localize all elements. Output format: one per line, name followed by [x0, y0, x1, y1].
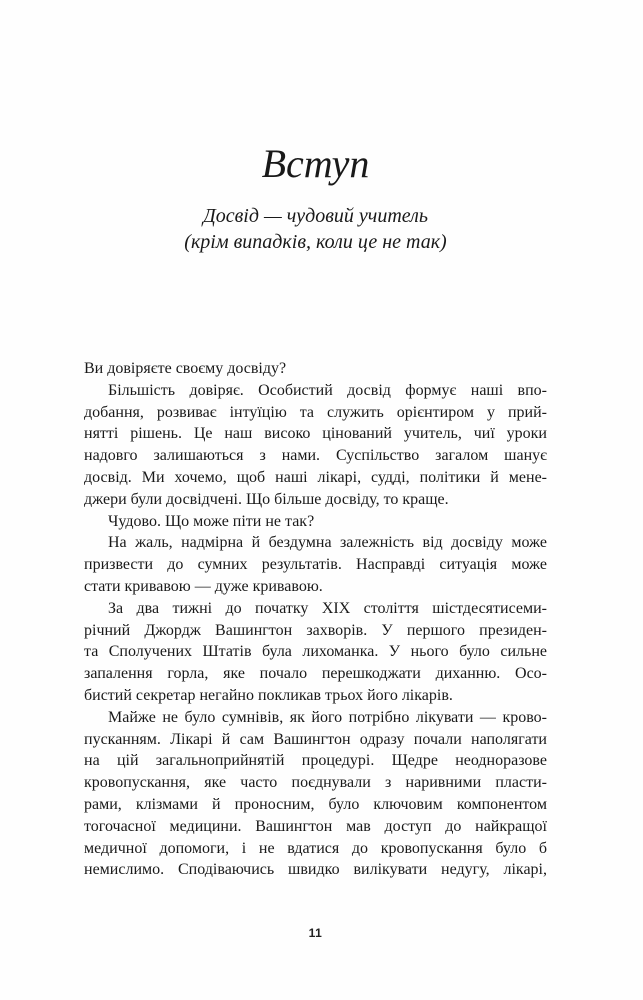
- chapter-epigraph: [64, 203, 567, 255]
- body-line: на цій загальноприйнятій процедурі. Щедре неодноразове: [84, 752, 547, 770]
- body-line: медичної допомоги, і не вдатися до кровопускання було б: [84, 839, 547, 857]
- body-line: Ви довіряєте своєму досвіду?: [84, 360, 287, 377]
- body-line: річний Джордж Вашингтон захворів. У першого президен-: [84, 621, 547, 639]
- body-line: джери були досвідчені. Що більше досвіду, то краще.: [84, 490, 449, 508]
- epigraph-line: (крім випадків, коли це не так): [184, 231, 447, 253]
- page-number: 11: [308, 926, 323, 940]
- body-line: запалення горла, яке почало перешкоджати диханню. Осо-: [84, 665, 547, 683]
- chapter-title: Вступ: [261, 141, 370, 186]
- epigraph-line: Досвід — чудовий учитель: [203, 205, 428, 227]
- body-line: немислимо. Сподіваючись швидко вилікувати недугу, лікарі,: [84, 861, 547, 879]
- body-line: рами, клізмами й проносним, було ключовим компонентом: [84, 795, 547, 813]
- body-line: надовго залишаються з нами. Суспільство загалом шанує: [84, 447, 547, 465]
- body-line: добання, розвиває інтуїцію та служить орієнтиром у прий-: [84, 403, 547, 421]
- body-line: Більшість довіряє. Особистий досвід формує наші впо-: [108, 381, 547, 399]
- body-text: [84, 358, 547, 881]
- body-line: кровопускання, яке часто поєднували з наривними пласти-: [84, 774, 547, 792]
- body-line: нятті рішень. Це наш високо цінований учитель, чиї уроки: [84, 425, 547, 443]
- body-line: бистий секретар негайно покликав трьох його лікарів.: [84, 686, 453, 704]
- body-line: За два тижні до початку XIX століття шістдесятисеми-: [108, 599, 547, 617]
- body-line: Чудово. Що може піти не так?: [108, 512, 315, 530]
- body-line: тогочасної медицини. Вашингтон мав доступ до найкращої: [84, 817, 547, 835]
- body-line: На жаль, надмірна й бездумна залежність від досвіду може: [108, 534, 547, 552]
- body-line: та Сполучених Штатів була лихоманка. У нього було сильне: [84, 643, 547, 661]
- body-line: призвести до сумних результатів. Насправді ситуація може: [84, 556, 547, 574]
- body-line: пусканням. Лікарі й сам Вашингтон одразу почали наполягати: [84, 730, 547, 748]
- body-line: стати кривавою — дуже кривавою.: [84, 577, 323, 595]
- body-line: Майже не було сумнівів, як його потрібно лікувати — крово-: [108, 708, 547, 726]
- body-line: досвід. Ми хочемо, щоб наші лікарі, судді, політики й мене-: [84, 468, 547, 486]
